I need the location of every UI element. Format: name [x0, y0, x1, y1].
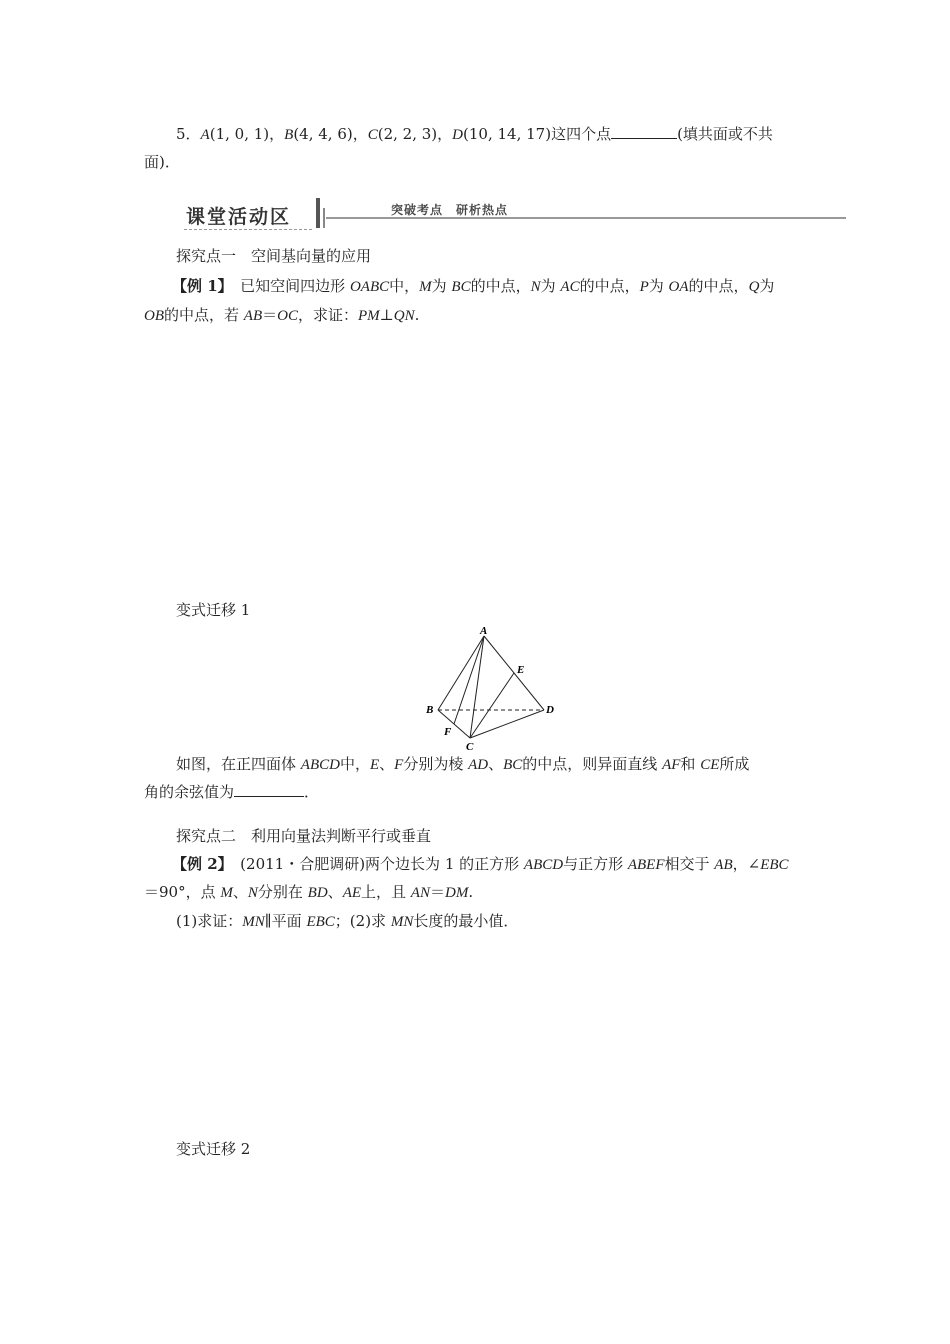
- math-variable: BC: [503, 757, 523, 773]
- text-run: 中，: [389, 277, 420, 295]
- math-variable: OC: [277, 308, 298, 324]
- vertex-label-b: B: [426, 704, 434, 716]
- math-variable: PM: [357, 308, 380, 324]
- math-variable: N: [530, 279, 541, 295]
- banner-divider: [316, 198, 320, 228]
- banner-divider-thin: [323, 208, 325, 228]
- segment-ce: [470, 673, 514, 738]
- text-run: 相交于: [664, 855, 715, 873]
- vertex-label-d: D: [546, 704, 554, 716]
- answer-blank[interactable]: [611, 124, 677, 139]
- text-run: (1)求证：: [176, 912, 243, 930]
- vertex-label-e: E: [517, 664, 525, 676]
- text-run: 与正方形: [563, 855, 628, 873]
- text-run: 已知空间四边形: [225, 277, 350, 295]
- example-1-text: [225, 277, 774, 295]
- text-run: ；(2)求: [334, 912, 391, 930]
- text-run: 、: [232, 883, 248, 901]
- variant-1-line-1: [176, 754, 749, 775]
- math-variable: MN: [242, 914, 265, 930]
- math-variable: OB: [144, 308, 164, 324]
- text-run: 为: [431, 277, 452, 295]
- math-variable: MN: [390, 914, 414, 930]
- math-variable: DM: [444, 885, 469, 901]
- text-run: 、: [488, 755, 504, 773]
- banner-subtitle: 突破考点 研析热点: [391, 203, 509, 217]
- math-variable: N: [247, 885, 258, 901]
- text-run: 为: [540, 277, 561, 295]
- math-variable: OABC: [349, 279, 390, 295]
- text-run: 分别为棱: [403, 755, 469, 773]
- question-5-line-2: 面)．: [144, 153, 180, 171]
- math-variable: M: [419, 279, 432, 295]
- text-run: 的中点，: [470, 277, 531, 295]
- text-run: 、: [327, 883, 343, 901]
- example-2-line-2: [144, 882, 473, 903]
- text-run: 为: [759, 277, 775, 295]
- text-run: 的中点，: [579, 277, 640, 295]
- example-2-line-1: [172, 854, 789, 875]
- segment-af: [454, 636, 484, 724]
- variant-2-heading: 变式迁移 2: [176, 1140, 251, 1158]
- text-run: 中，: [339, 755, 370, 773]
- text-run: 、: [379, 755, 395, 773]
- example-1-label: 【例 1】: [172, 277, 226, 295]
- example-2-text: [225, 855, 788, 873]
- text-run: 和: [680, 755, 701, 773]
- section-2-heading: 探究点二 利用向量法判断平行或垂直: [176, 827, 432, 845]
- math-variable: EBC: [306, 914, 335, 930]
- text-run: .: [468, 883, 474, 901]
- example-2-line-3: [176, 911, 518, 932]
- edge-ac: [470, 636, 484, 738]
- text-run: (2011・合肥调研)两个边长为 1 的正方形: [225, 855, 524, 873]
- text-run: 的中点，若: [164, 306, 244, 324]
- math-variable: OA: [668, 279, 689, 295]
- math-variable: ABCD: [523, 857, 564, 873]
- math-variable: CE: [700, 757, 720, 773]
- banner-title: 课堂活动区: [186, 206, 292, 228]
- math-variable: AC: [560, 279, 580, 295]
- text-run: 长度的最小值．: [413, 912, 519, 930]
- example-2-label: 【例 2】: [172, 855, 226, 873]
- text-run: 上，且: [361, 883, 411, 901]
- vertex-label-f: F: [444, 726, 452, 738]
- text-run: 的中点，则异面直线: [522, 755, 663, 773]
- tetrahedron-figure: [420, 624, 570, 754]
- variant-1-line-2: 角的余弦值为 ．: [144, 783, 320, 801]
- math-variable: AB: [714, 857, 733, 873]
- math-variable: AD: [468, 757, 489, 773]
- math-variable: Q: [748, 279, 760, 295]
- math-variable: ABCD: [300, 757, 340, 773]
- math-variable: AB: [243, 308, 263, 324]
- text-run: ＝: [262, 306, 278, 324]
- text-run: ＝: [429, 883, 445, 901]
- math-variable: P: [639, 279, 649, 295]
- text-run: ⊥: [379, 306, 394, 324]
- math-variable: M: [220, 885, 233, 901]
- text-run: 的中点，: [688, 277, 749, 295]
- example-1-line-2: [144, 305, 419, 326]
- math-variable: AF: [662, 757, 681, 773]
- text-run: .: [414, 306, 420, 324]
- math-variable: E: [369, 757, 380, 773]
- text-run: ，∠: [732, 855, 761, 873]
- text-run: 分别在: [257, 883, 308, 901]
- section-1-heading: 探究点一 空间基向量的应用: [176, 247, 372, 265]
- vertex-label-a: A: [480, 625, 488, 637]
- section-banner: [176, 198, 848, 234]
- math-variable: BD: [307, 885, 328, 901]
- example-1-line-1: [172, 276, 774, 297]
- edge-cd: [470, 710, 544, 738]
- math-variable: ABEF: [627, 857, 665, 873]
- vertex-label-c: C: [466, 741, 474, 753]
- math-variable: AN: [410, 885, 430, 901]
- question-5-line-1: 5．A(1, 0, 1)，B(4, 4, 6)，C(2, 2, 3)，D(10, 14, 17)这四个点 (填共面或不共: [176, 125, 773, 143]
- text-run: ∥平面: [264, 912, 307, 930]
- text-run: ＝90°，点: [144, 883, 221, 901]
- math-variable: BC: [451, 279, 471, 295]
- math-variable: AE: [342, 885, 362, 901]
- text-run: 所成: [719, 755, 750, 773]
- banner-dashed-underline: [184, 229, 312, 230]
- edge-ab: [438, 636, 484, 710]
- text-run: 为: [648, 277, 669, 295]
- math-variable: F: [394, 757, 404, 773]
- text-run: ，求证：: [297, 306, 358, 324]
- answer-blank[interactable]: [234, 782, 304, 797]
- math-variable: EBC: [760, 857, 789, 873]
- math-variable: QN: [393, 308, 415, 324]
- text-run: 如图，在正四面体: [176, 755, 301, 773]
- variant-1-heading: 变式迁移 1: [176, 601, 251, 619]
